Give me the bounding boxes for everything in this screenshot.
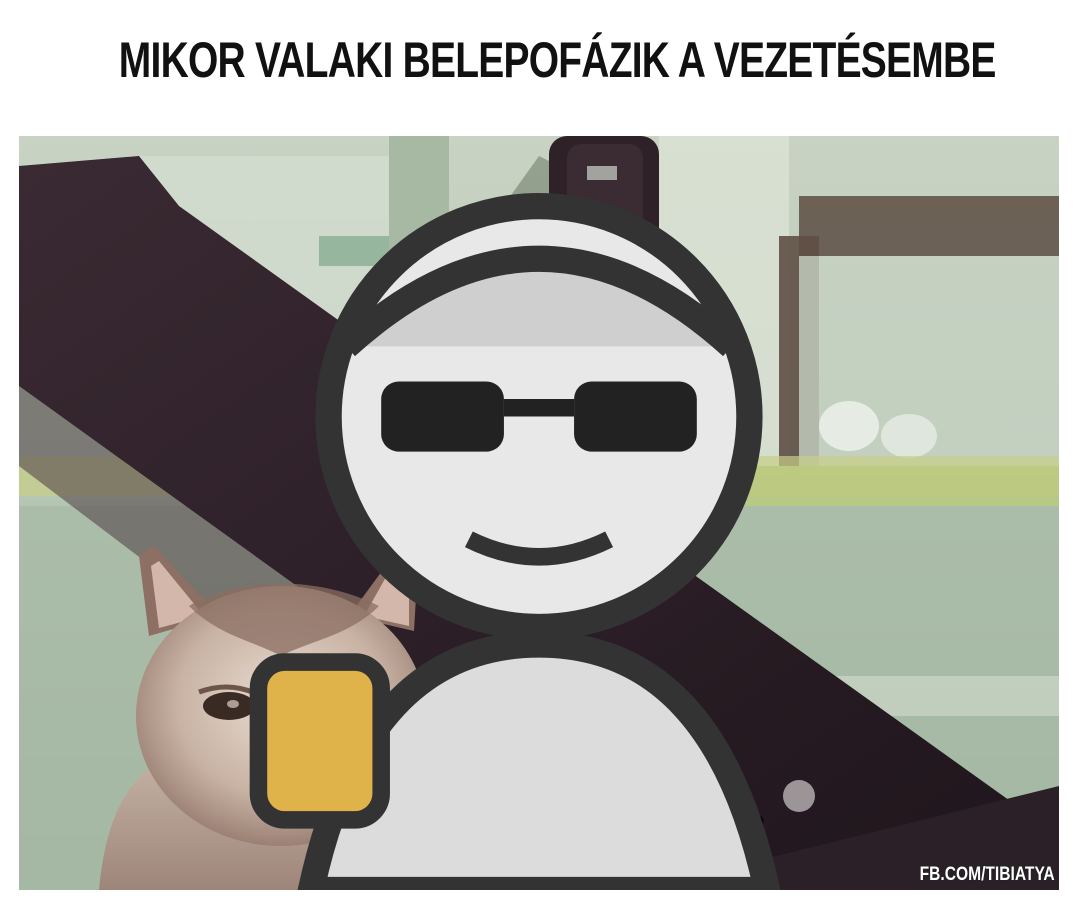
meme-photo (19, 136, 1059, 890)
meme-headline: MIKOR VALAKI BELEPOFÁZIK A VEZETÉSEMBE (118, 32, 996, 88)
watermark: FB.COM/TIBIATYA (919, 864, 1055, 885)
caricature-face-icon (19, 136, 1059, 890)
